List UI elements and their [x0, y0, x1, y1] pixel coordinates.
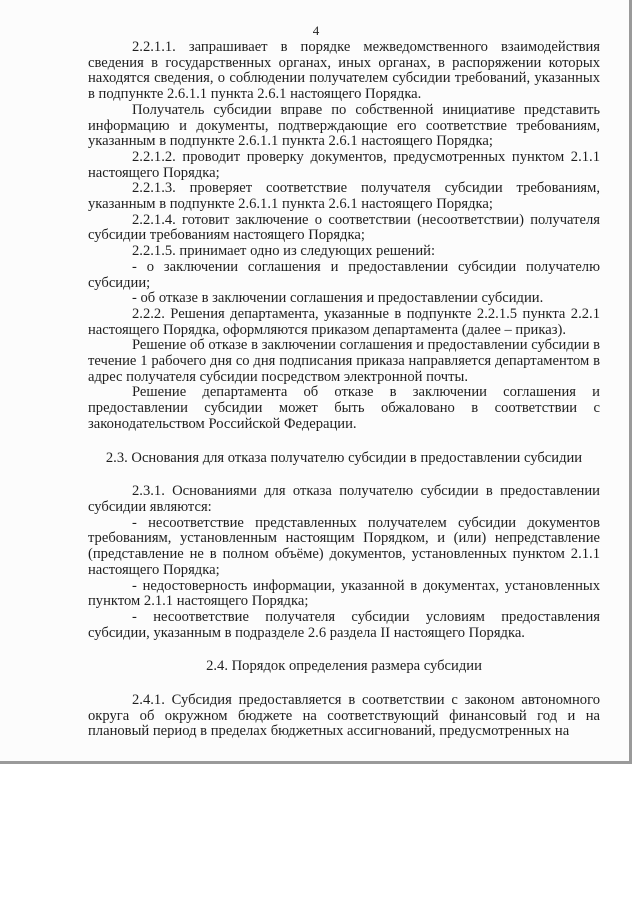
section-heading-2-3: 2.3. Основания для отказа получателю субсидии в предоставлении субсидии	[105, 449, 583, 466]
paragraph-2-4-1: 2.4.1. Субсидия предоставляется в соответствии с законом автономного округа об окружном бюджете на соответствующий финансовый год и на плановый период в пределах бюджетных ассигнований, предусмотренных на	[88, 692, 600, 740]
list-item-refusal: - об отказе в заключении соглашения и предоставлении субсидии.	[132, 290, 544, 307]
list-item-inaccurate-info: - недостоверность информации, указанной в документах, установленных пунктом 2.1.1 настоящего Порядка;	[88, 577, 600, 610]
page-number: 4	[312, 23, 320, 38]
paragraph-2-2-1-1: 2.2.1.1. запрашивает в порядке межведомственного взаимодействия сведения в государственных органах, иных органах, в распоряжении которых находятся сведения, о соблюдении получателем субсидии требований, указанных в подпункте 2.6.1.1 пункта 2.6.1 настоящего Порядка.	[88, 39, 600, 103]
paragraph-2-2-1-5: 2.2.1.5. принимает одно из следующих решений:	[132, 243, 435, 260]
paragraph-2-2-1-4: 2.2.1.4. готовит заключение о соответствии (несоответствии) получателя субсидии требованиям настоящего Порядка;	[88, 211, 600, 244]
list-item-noncompliance-documents: - несоответствие представленных получателем субсидии документов требованиям, установленным настоящим Порядком, и (или) непредставление (представление не в полном объёме) документов, установленных пунктом 2.1.1 настоящего Порядка;	[88, 514, 600, 578]
paragraph-appeal: Решение департамента об отказе в заключении соглашения и предоставлении субсидии может быть обжаловано в соответствии с законодательством Российской Федерации.	[88, 384, 600, 432]
paragraph-refusal-notice: Решение об отказе в заключении соглашения и предоставлении субсидии в течение 1 рабочего дня со дня подписания приказа направляется департаментом в адрес получателя субсидии посредством электронной почты.	[88, 337, 600, 385]
paragraph-2-2-1-3: 2.2.1.3. проверяет соответствие получателя субсидии требованиям, указанным в подпункте 2.6.1.1 пункта 2.6.1 настоящего Порядка;	[88, 180, 600, 213]
paragraph-2-2-2: 2.2.2. Решения департамента, указанные в подпункте 2.2.1.5 пункта 2.2.1 настоящего Порядка, оформляются приказом департамента (далее – приказ).	[88, 305, 600, 338]
paragraph-own-initiative: Получатель субсидии вправе по собственной инициативе представить информацию и документы, подтверждающие его соответствие требованиям, указанным в подпункте 2.6.1.1 пункта 2.6.1 настоящего Порядка;	[88, 101, 600, 150]
list-item-noncompliance-conditions: - несоответствие получателя субсидии условиям предоставления субсидии, указанным в подразделе 2.6 раздела II настоящего Порядка.	[88, 608, 600, 641]
paragraph-2-3-1: 2.3.1. Основаниями для отказа получателю субсидии в предоставлении субсидии являются:	[88, 483, 600, 515]
paragraph-2-2-1-2: 2.2.1.2. проводит проверку документов, предусмотренных пунктом 2.1.1 настоящего Порядка;	[88, 148, 600, 181]
section-heading-2-4: 2.4. Порядок определения размера субсидии	[206, 658, 482, 675]
list-item-agreement: - о заключении соглашения и предоставлении субсидии получателю субсидии;	[88, 258, 600, 291]
document-body	[88, 40, 600, 740]
